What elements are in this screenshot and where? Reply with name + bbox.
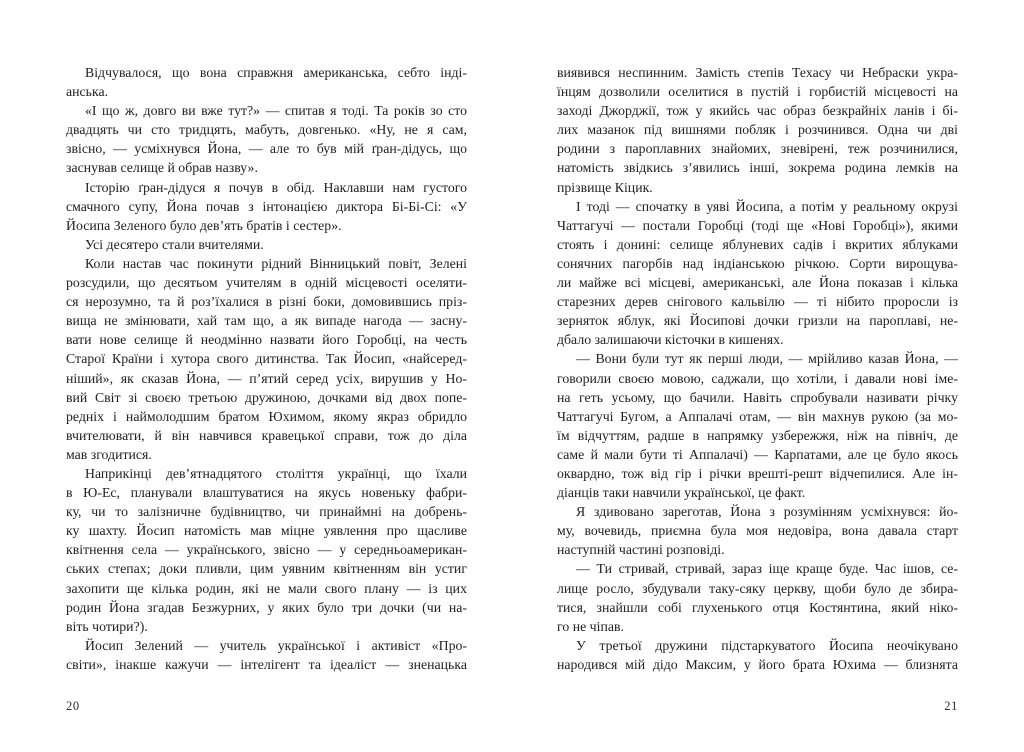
text-line: ся нерозумно, та й роз’їхалися в різні боки, домовившись пріз- xyxy=(66,294,467,310)
text-line: редніх і наймолодшим братом Юхимом, якому якраз обридло xyxy=(66,408,467,424)
paragraph xyxy=(66,63,467,101)
text-line: виявився неспинним. Замість степів Техасу чи Небраски укра- xyxy=(557,65,958,80)
text-line: сонячних пагорбів над індіанською річкою. Сорти вирощува- xyxy=(557,255,958,271)
text-line: У третьої дружини підстаркуватого Йосипа неочікувано xyxy=(576,637,958,653)
text-line: квітнення села — українського, звісно — у середньоамерикан- xyxy=(66,542,467,558)
text-line: їм відчуттям, радше в напрямку узбережжя, ніж на північ, де xyxy=(557,427,958,443)
text-line: вища не змінювати, хай там що, а як випаде нагода — засну- xyxy=(66,313,467,329)
text-line: — Ти стривай, стривай, зараз іще краще буде. Час ішов, се- xyxy=(576,561,958,577)
paragraph xyxy=(557,502,958,559)
text-line: захопити ще кілька родин, які не мали свого плану — із цих xyxy=(66,580,467,596)
text-line: на геть усьому, що бачили. Навіть спробували називати річку xyxy=(557,389,958,405)
text-line: стоять і донині: селище яблуневих садів і вкритих яблуками xyxy=(557,236,958,252)
text-line: Коли настав час покинути рідний Вінницький повіт, Зелені xyxy=(85,255,467,271)
text-line: лих мазанок під вишнями побляк і розчинився. Одна чи дві xyxy=(557,122,958,138)
paragraph xyxy=(66,636,467,674)
paragraph xyxy=(557,63,958,197)
text-line: зерняток яблук, які Йосипові дочки гризли на пароплаві, не- xyxy=(557,313,958,329)
text-line: Історію ґран-дідуся я почув в обід. Наклавши нам густого xyxy=(85,179,467,195)
text-line: вати нове селище й неодмінно назвати його Горобці, на честь xyxy=(66,332,467,348)
text-line: світи», інакше кажучи — інтелігент та ідеаліст — зненацька xyxy=(66,656,467,672)
text-line: діанців таки навчили української, це факт. xyxy=(557,485,806,501)
text-line: — Вони були тут як перші люди, — мрійливо казав Йона, — xyxy=(576,351,958,367)
text-line: Старої Країни і хутора свого дитинства. Так Йосип, «найсеред- xyxy=(66,351,467,367)
text-line: розсудили, що десятьом учителям в одній місцевості оселяти- xyxy=(66,275,467,291)
text-line: І тоді — спочатку в уяві Йосипа, а потім у реальному окрузі xyxy=(576,198,958,214)
text-line: вий Світ зі своєю третьою дружиною, дочками від двох попе- xyxy=(66,389,467,405)
paragraph xyxy=(557,197,958,350)
text-line: ку, чи то залізничне будівництво, чи принаймні на добрень- xyxy=(66,504,467,520)
paragraph xyxy=(66,254,467,464)
text-line: го не чіпав. xyxy=(557,618,624,634)
text-line: Чаттагучі — постали Горобці (тоді ще «Нові Горобці»), якими xyxy=(557,217,958,233)
paragraph xyxy=(557,349,958,502)
text-line: Я здивовано зареготав, Йона з розумінням усміхнувся: йо- xyxy=(576,504,958,520)
text-line: мав згодитися. xyxy=(66,446,152,462)
text-line: вчителювати, й він навчився кравецької справи, тож до діла xyxy=(66,427,467,443)
text-line: лище росло, збудували таку-сяку церкву, щоби було де збира- xyxy=(557,580,958,596)
text-line: натомість звідкись з’явились інші, зокрема родина лемків на xyxy=(557,160,958,176)
text-line: двадцять чи сто тридцять, мабуть, довгенько. «Ну, не я сам, xyxy=(66,122,467,138)
paragraph xyxy=(557,559,958,635)
page-left-text xyxy=(66,63,467,674)
text-line: Наприкінці дев’ятнадцятого століття українці, що їхали xyxy=(85,465,467,481)
paragraph xyxy=(66,464,467,636)
text-line: заснував селище й обрав назву». xyxy=(66,160,258,176)
text-line: говорили своєю мовою, саджали, що хотіли, і давали нові іме- xyxy=(557,370,958,386)
text-line: Йосип Зелений — учитель української і активіст «Про- xyxy=(85,637,467,653)
text-line: му, вочевидь, приємна була моя недовіра, вона давала старт xyxy=(557,523,958,539)
text-line: їнцям дозволили оселитися в пустій і горбистій місцевості на xyxy=(557,84,958,100)
text-line: звісно, — усміхнувся Йона, — але то був мій ґран-дідусь, що xyxy=(66,141,467,157)
text-line: прізвище Кіцик. xyxy=(557,179,653,195)
text-line: Усі десятеро стали вчителями. xyxy=(85,236,264,252)
page-number-left: 20 xyxy=(66,699,80,713)
text-line: смачного супу, Йона почав з інтонацією диктора Бі-Бі-Сі: «У xyxy=(66,198,467,214)
text-line: тися, знайшли собі глухенького отця Костянтина, який ніко- xyxy=(557,599,958,615)
text-line: оквардно, тож від гір і річки врешті-решт відчепилися. Але ін- xyxy=(557,465,958,481)
page-number-right: 21 xyxy=(944,699,958,713)
text-line: ських степах; доки пливли, цим уявним квітненням він устиг xyxy=(66,561,467,577)
text-line: родини з пароплавних знайомих, зневірені, теж розчинилися, xyxy=(557,141,958,157)
text-line: ніший», як сказав Йона, — п’ятий серед усіх, вирушив у Но- xyxy=(66,370,467,386)
text-line: заході Джорджії, тож у якийсь час образ безкрайніх ланів і бі- xyxy=(557,103,958,119)
text-line: «І що ж, довго ви вже тут?» — спитав я тоді. Та років зо сто xyxy=(85,103,467,119)
paragraph xyxy=(66,178,467,235)
text-line: в Ю-Ес, планували влаштуватися на якусь новеньку фабри- xyxy=(66,485,467,501)
text-line: народився мій дідо Максим, у його брата Юхима — близнята xyxy=(557,656,958,672)
text-line: Чаттагучі Бугом, а Аппалачі отам, — він махнув рукою (за мо- xyxy=(557,408,958,424)
paragraph xyxy=(557,636,958,674)
text-line: наступній частині розповіді. xyxy=(557,542,725,558)
text-line: Відчувалося, що вона справжня американська, себто інді- xyxy=(85,65,467,80)
text-line: старезних дерев снігового кальвілю — ті нібито проросли із xyxy=(557,294,958,310)
paragraph xyxy=(66,101,467,177)
text-line: родин Йона згадав Безжурних, у яких було три дочки (чи на- xyxy=(66,599,467,615)
paragraph xyxy=(66,235,467,254)
text-line: Йосипа Зеленого було дев’ять братів і сестер». xyxy=(66,217,342,233)
page-right-text xyxy=(557,63,958,674)
text-line: анська. xyxy=(66,84,109,100)
text-line: саме й мали бути ті Аппалачі) — Карпатами, але це було якось xyxy=(557,446,958,462)
text-line: дбало залишаючи кісточки в кишенях. xyxy=(557,332,784,348)
text-line: віть чотири?). xyxy=(66,618,148,634)
text-line: ли майже всі місцеві, американські, але Йона показав і кілька xyxy=(557,275,958,291)
text-line: ку шахту. Йосип натомість мав міцне уявлення про щасливе xyxy=(66,523,467,539)
